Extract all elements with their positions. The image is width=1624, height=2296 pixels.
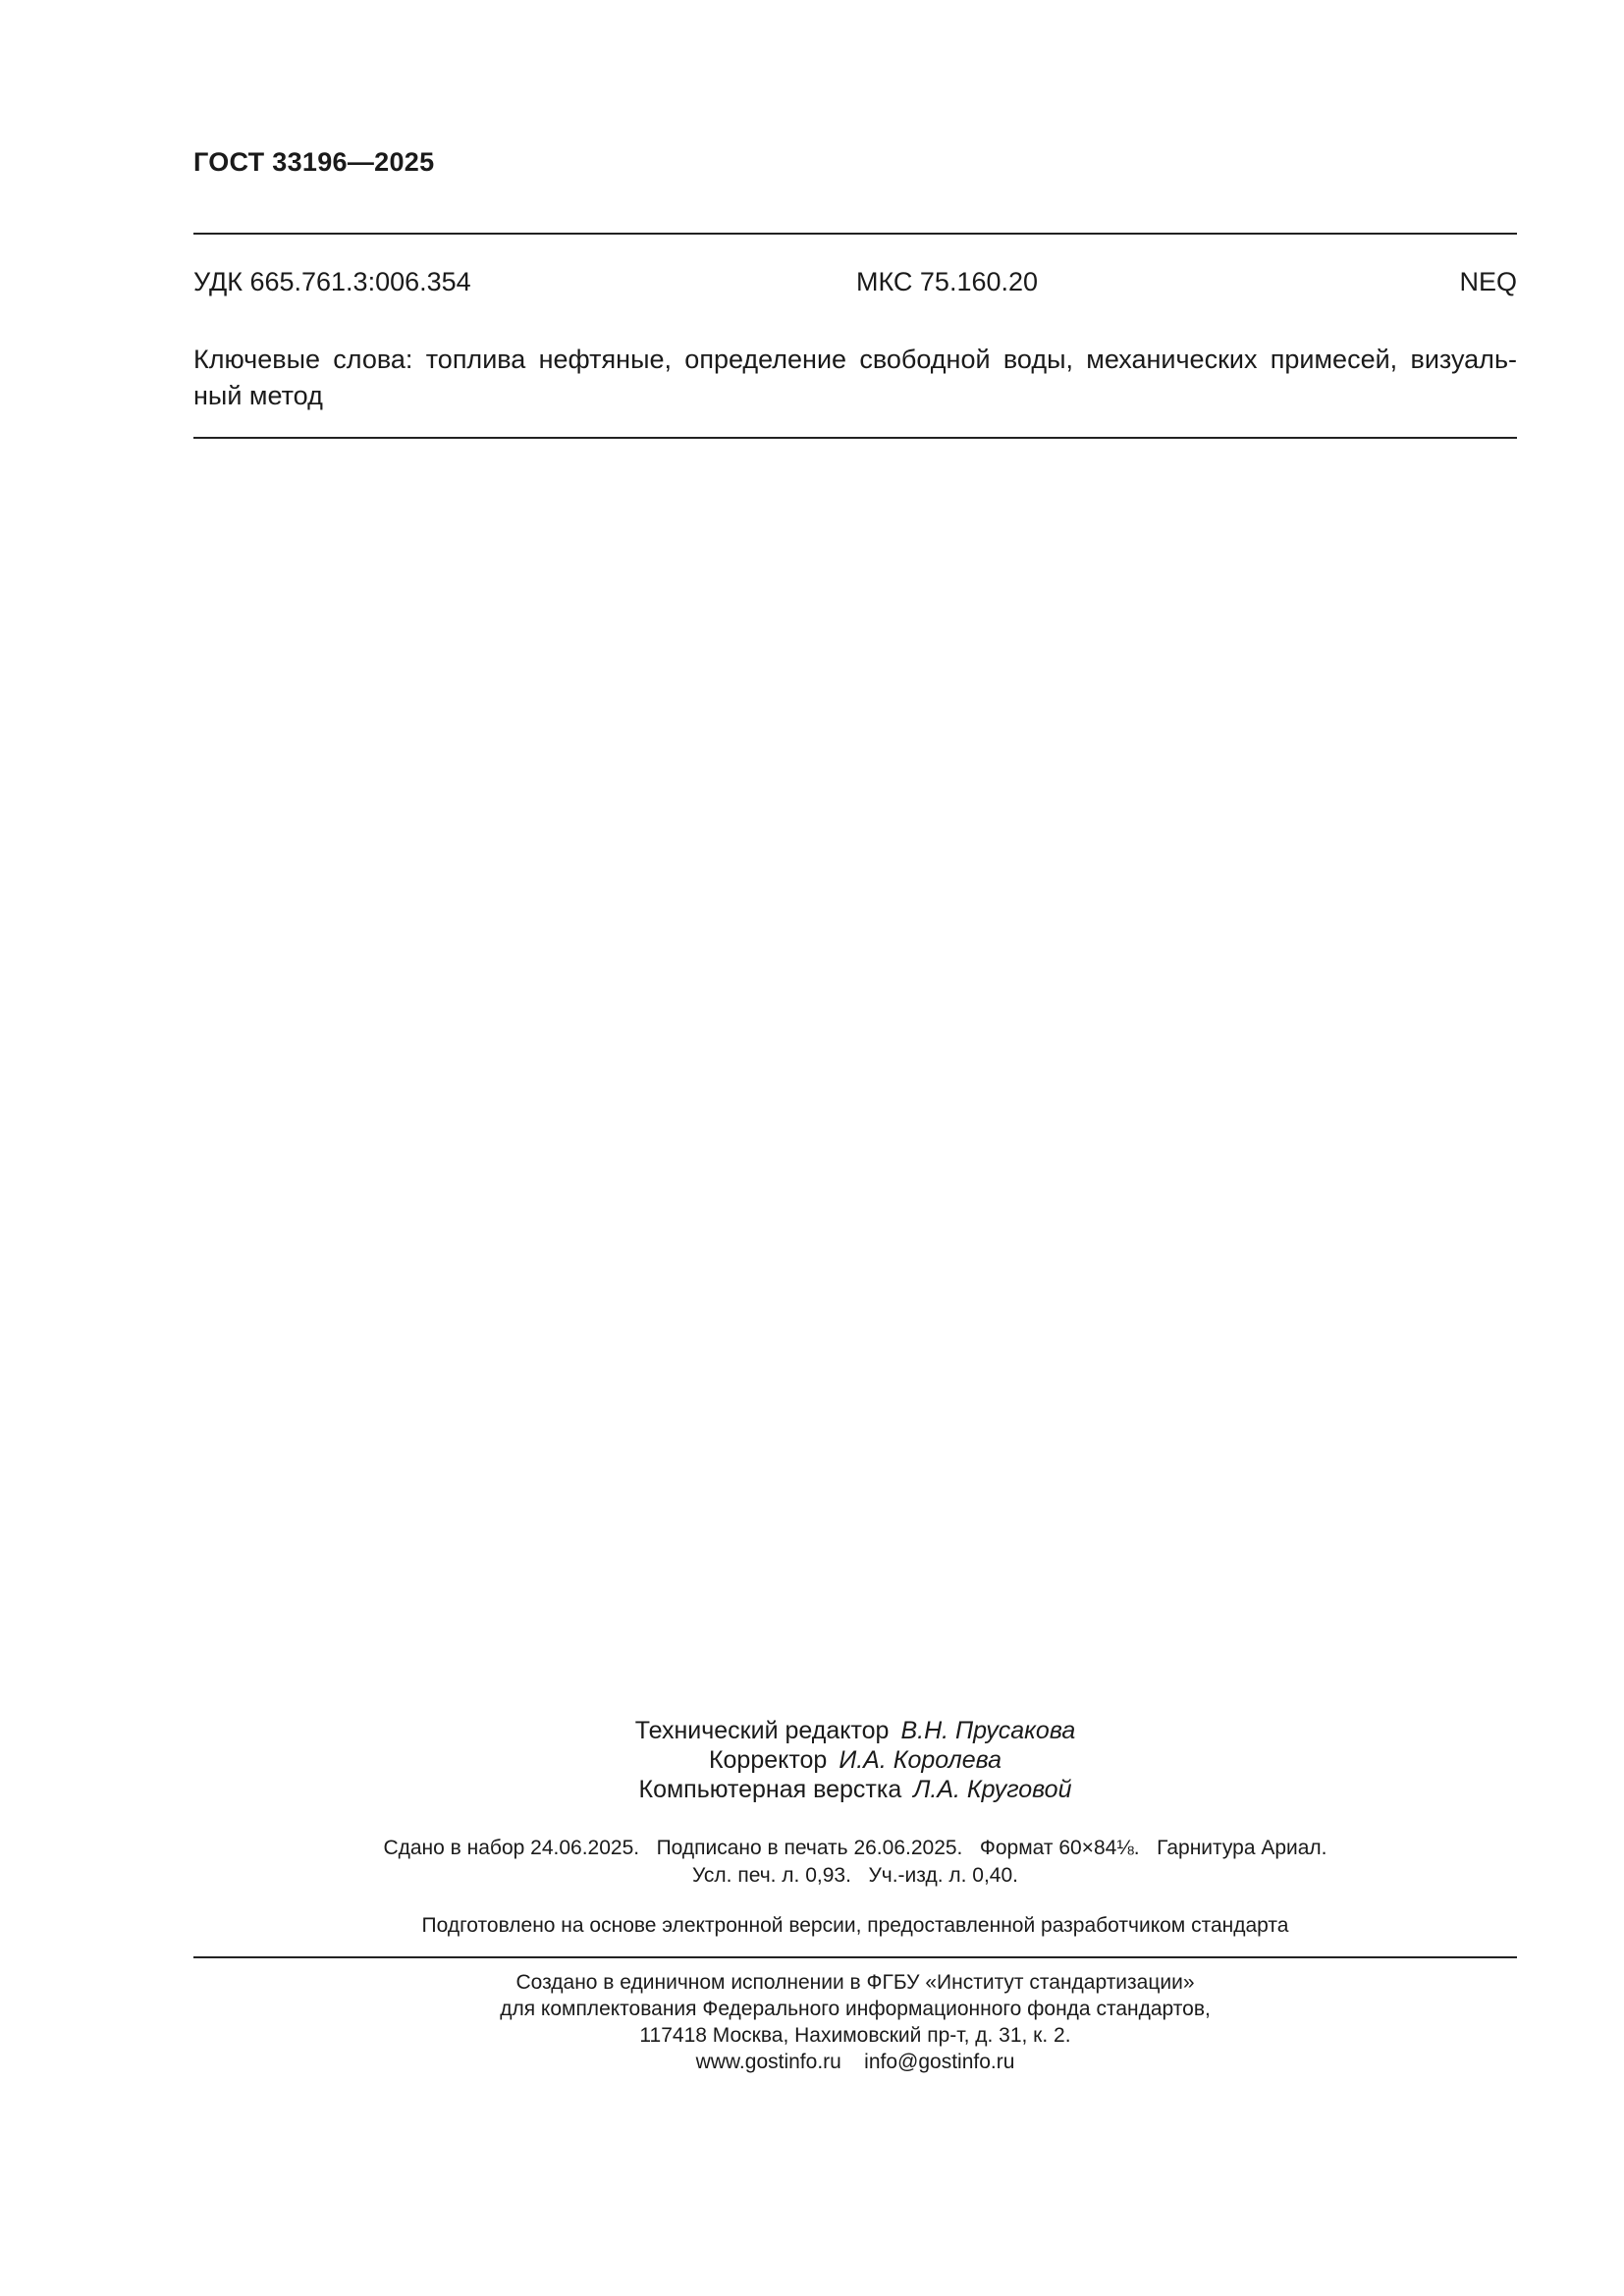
standard-number: ГОСТ 33196—2025 <box>193 147 435 177</box>
credit-layout <box>193 1775 1517 1804</box>
keywords-divider <box>193 437 1517 439</box>
keywords-block <box>193 342 1517 414</box>
tech-editor-name: В.Н. Прусакова <box>900 1717 1076 1744</box>
prepared-note: Подготовлено на основе электронной версии, предоставленной разработчиком стандарта <box>421 1914 1289 1937</box>
corrector-name: И.А. Королева <box>839 1746 1002 1774</box>
credits-block <box>193 1716 1517 1804</box>
publication-line-1: Сдано в набор 24.06.2025. Подписано в печать 26.06.2025. Формат 60×84⅛. Гарнитура Ариал. <box>383 1837 1327 1859</box>
publication-info <box>193 1835 1517 1890</box>
classification-row <box>193 267 1517 302</box>
keywords-line-2: ный метод <box>193 381 323 410</box>
footer-line-4: www.gostinfo.ru info@gostinfo.ru <box>695 2051 1015 2073</box>
layout-name: Л.А. Круговой <box>913 1776 1072 1803</box>
layout-label: Компьютерная верстка <box>638 1776 902 1803</box>
footer-line-2: для комплектования Федерального информационного фонда стандартов, <box>500 1998 1211 2020</box>
footer-line-3: 117418 Москва, Нахимовский пр-т, д. 31, к. 2. <box>639 2024 1071 2047</box>
udk-code: УДК 665.761.3:006.354 <box>193 267 471 296</box>
footer-divider <box>193 1956 1517 1958</box>
footer-line-1: Создано в единичном исполнении в ФГБУ «Институт стандартизации» <box>515 1971 1195 1994</box>
publisher-footer <box>193 1969 1517 2075</box>
credit-tech-editor <box>193 1716 1517 1745</box>
tech-editor-label: Технический редактор <box>634 1717 890 1744</box>
mks-code: МКС 75.160.20 <box>856 267 1039 296</box>
corrector-label: Корректор <box>708 1746 828 1774</box>
equivalence-degree: NEQ <box>1459 267 1517 296</box>
top-divider <box>193 233 1517 235</box>
credit-corrector <box>193 1745 1517 1775</box>
publication-line-2: Усл. печ. л. 0,93. Уч.-изд. л. 0,40. <box>691 1864 1018 1887</box>
keywords-line-1: Ключевые слова: топлива нефтяные, определение свободной воды, механических примесей, визуаль- <box>193 345 1517 374</box>
